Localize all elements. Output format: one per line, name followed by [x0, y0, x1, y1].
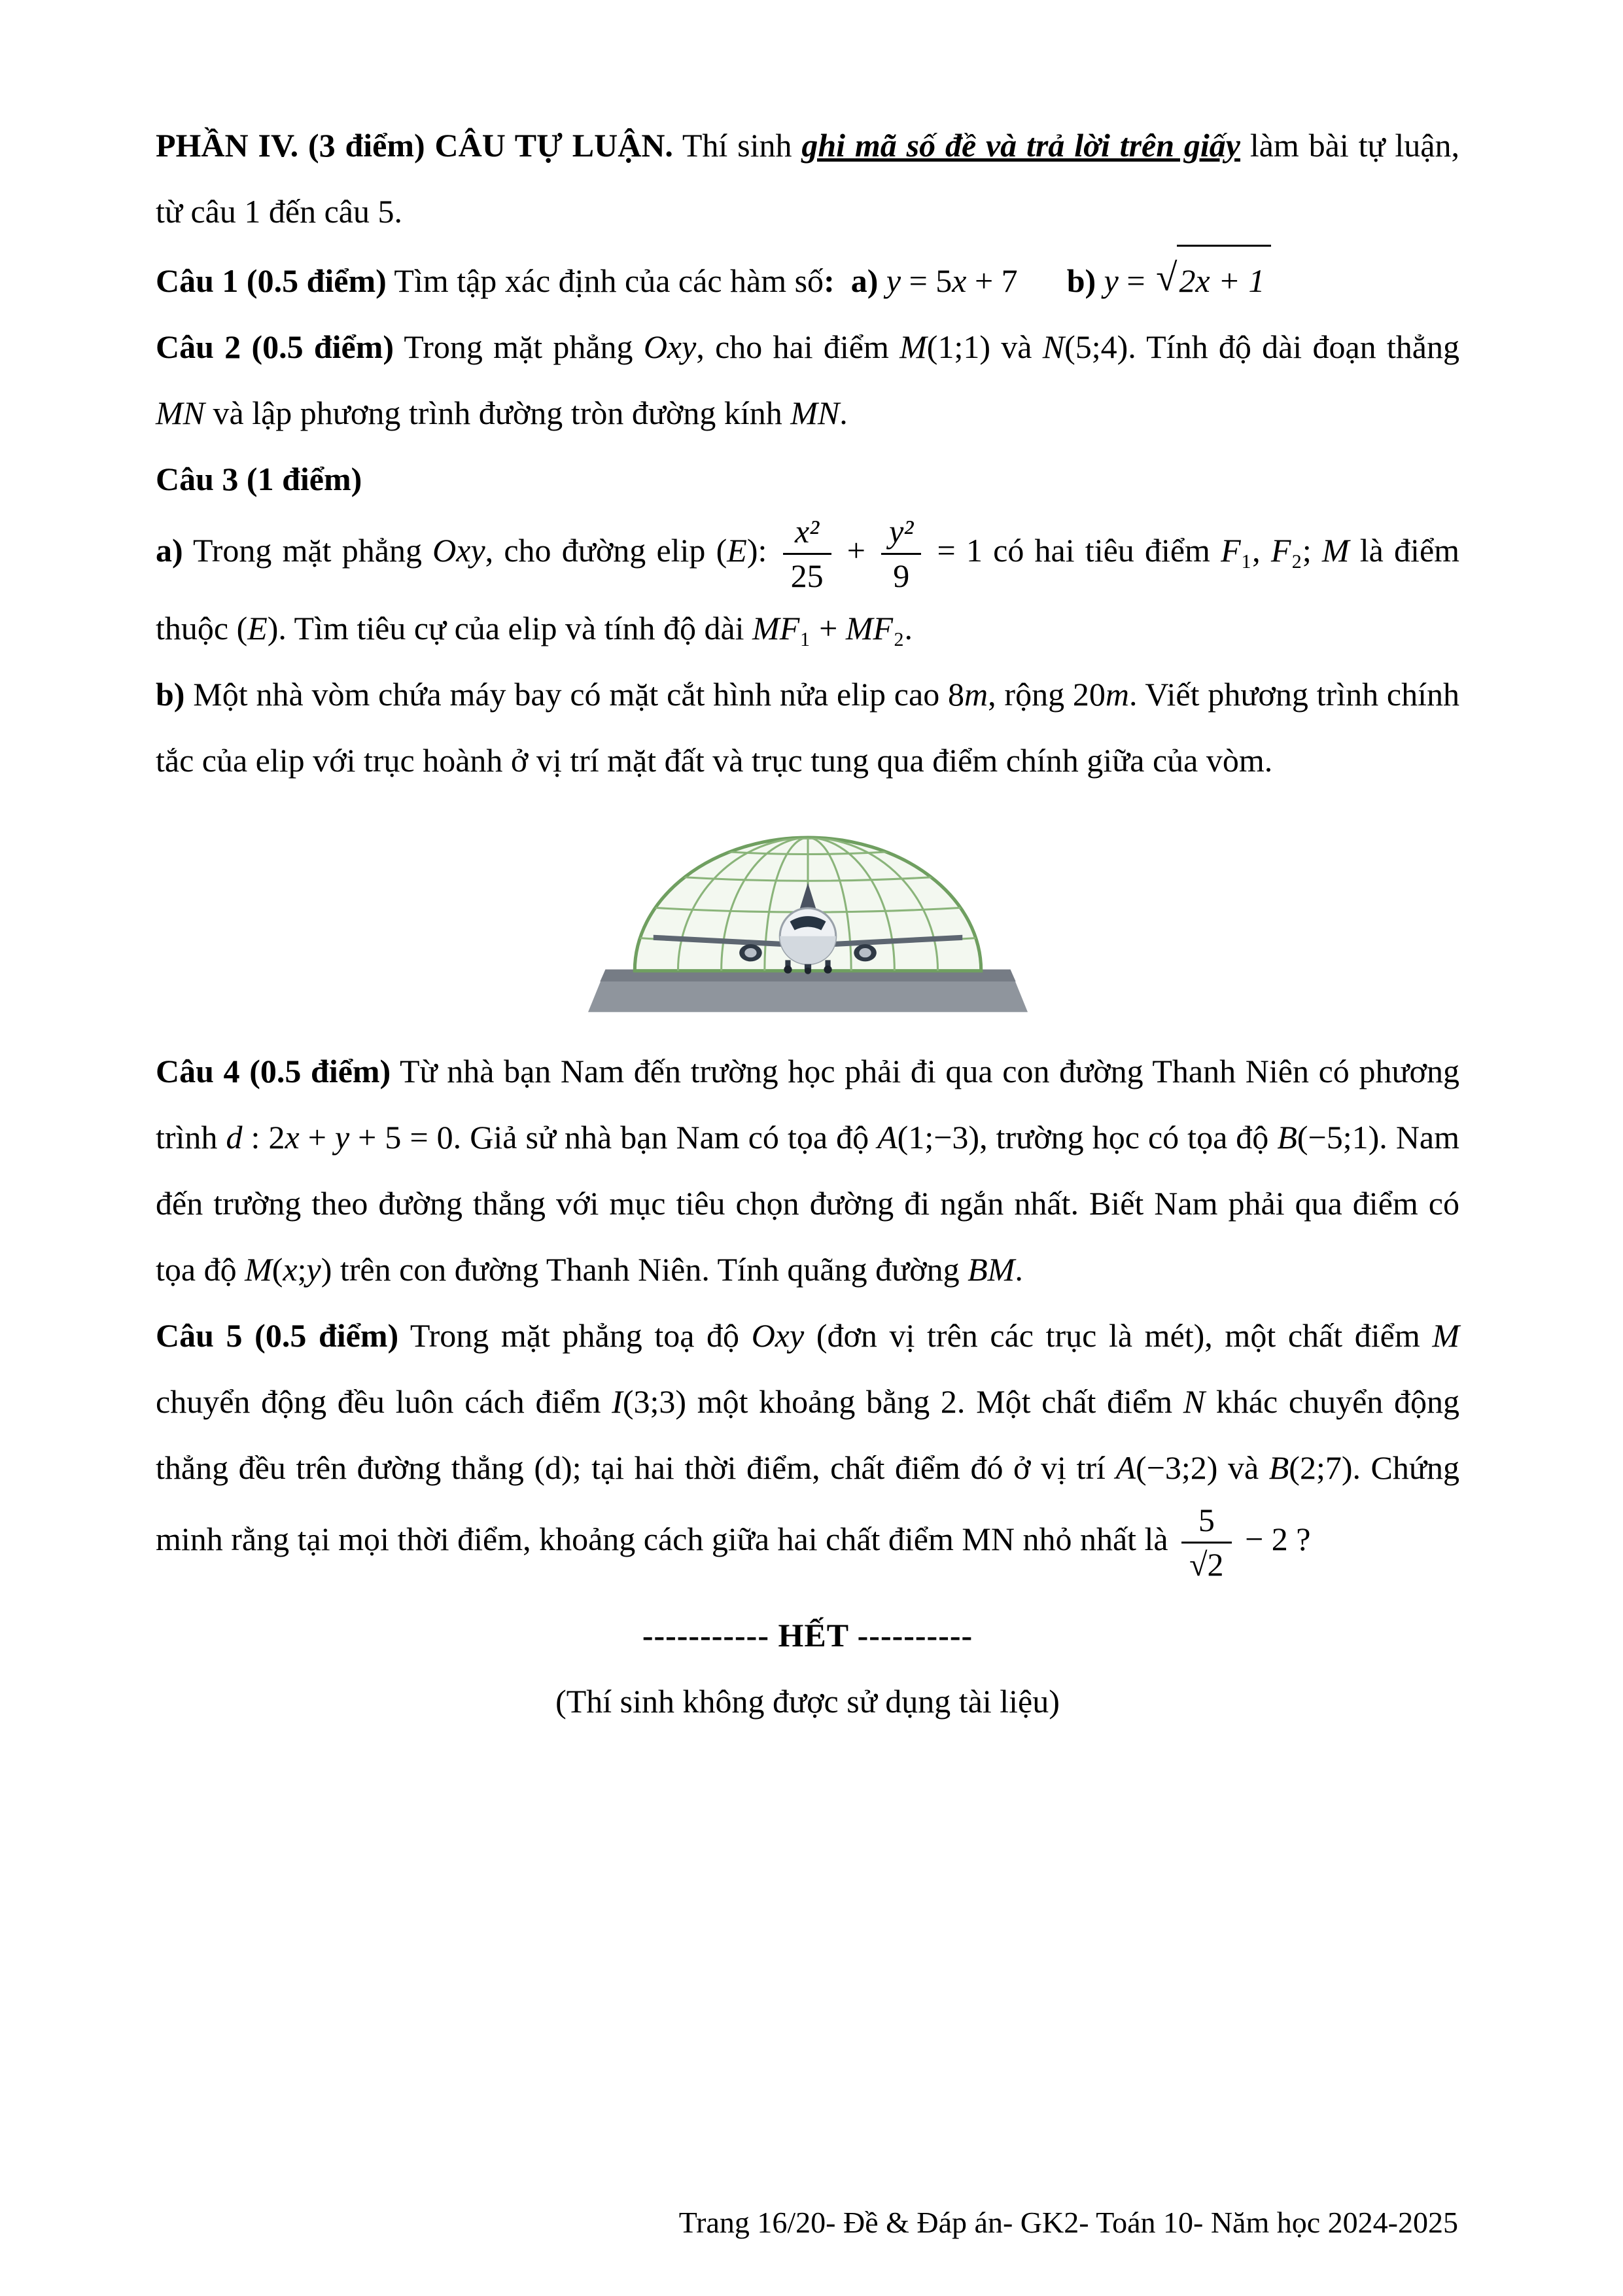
- text-segment: ₁,: [1240, 531, 1271, 569]
- text-segment: : 2: [242, 1119, 285, 1156]
- text-segment: ghi mã số đề và trả lời trên giấy: [801, 127, 1240, 164]
- text-segment: b): [1066, 262, 1096, 299]
- text-segment: ₁ +: [799, 610, 846, 646]
- question-4: [156, 1038, 1468, 1303]
- text-segment: = 1 có hai tiêu điểm: [926, 531, 1221, 569]
- text-segment: a): [850, 262, 879, 299]
- text-segment: E: [727, 531, 747, 569]
- page-footer: Trang 16/20- Đề & Đáp án- GK2- Toán 10- Năm học 2024-2025: [678, 2206, 1458, 2239]
- text-segment: (1;−3), trường học có tọa độ: [897, 1119, 1278, 1156]
- text-segment: Câu 1 (0.5 điểm): [156, 262, 387, 299]
- text-segment: d: [226, 1119, 243, 1156]
- text-segment: N: [1183, 1383, 1206, 1420]
- text-segment: (−3;2) và: [1136, 1449, 1269, 1486]
- question-2: [156, 314, 1468, 446]
- text-segment: y: [334, 1119, 350, 1156]
- text-segment: x: [952, 262, 967, 299]
- text-segment: − 2 ?: [1236, 1520, 1311, 1557]
- text-segment: Tìm tập xác định của các hàm số: [386, 262, 824, 299]
- text-segment: A: [877, 1119, 898, 1156]
- text-segment: , rộng 20: [988, 676, 1106, 713]
- question-1: [156, 245, 1459, 314]
- question-3b: [156, 662, 1468, 794]
- section-heading: [156, 113, 1468, 245]
- text-segment: F: [1221, 531, 1241, 569]
- text-segment: ₂.: [893, 610, 913, 646]
- text-segment: [835, 262, 851, 299]
- text-segment: x: [283, 1251, 298, 1288]
- text-segment: F: [1270, 531, 1291, 569]
- end-marker: [156, 1602, 1459, 1669]
- text-segment: A: [1115, 1449, 1136, 1486]
- text-segment: I: [612, 1383, 623, 1420]
- text-segment: x: [285, 1119, 300, 1156]
- closing-note: [156, 1669, 1459, 1735]
- text-segment: (đơn vị trên các trục là mét), một chất điểm: [804, 1317, 1433, 1354]
- text-segment: ;: [297, 1251, 307, 1288]
- text-segment: N: [1042, 328, 1065, 365]
- text-segment: ₂;: [1291, 531, 1322, 569]
- text-segment: B: [1277, 1119, 1297, 1156]
- math-fraction: $\frac{\text{x²}}{25}$: [783, 512, 831, 595]
- text-segment: +: [299, 1119, 335, 1156]
- text-segment: BM: [968, 1251, 1015, 1288]
- text-segment: (2;7). Chứng minh rằng tại mọi thời điểm, khoảng cách giữa hai chất điểm MN nhỏ nhất là: [156, 1449, 1468, 1557]
- text-segment: Câu 2 (0.5 điểm): [156, 328, 394, 365]
- text-segment: :: [824, 262, 835, 299]
- math-fraction: $\frac{\text{y²}}{9}$: [881, 512, 921, 595]
- text-segment: [878, 262, 886, 299]
- text-segment: M: [245, 1251, 272, 1288]
- text-segment: m: [964, 676, 988, 713]
- text-segment: + 5 = 0. Giả sử nhà bạn Nam có tọa độ: [349, 1119, 878, 1156]
- text-segment: . Viết phương trình chính tắc của elip với trục hoành ở vị trí mặt đất và trục tung qua điểm chính giữa của vòm.: [156, 676, 1468, 779]
- text-segment: làm bài tự luận, từ câu 1 đến câu 5.: [156, 127, 1468, 230]
- text-segment: Một nhà vòm chứa máy bay có mặt cắt hình nửa elip cao 8: [184, 676, 965, 713]
- text-segment: y: [1104, 262, 1119, 299]
- text-segment: Oxy: [643, 328, 697, 365]
- text-segment: y: [306, 1251, 321, 1288]
- text-segment: m: [1105, 676, 1130, 713]
- text-segment: ):: [746, 531, 778, 569]
- hangar-image: [588, 805, 1028, 1014]
- text-segment: MF: [845, 610, 894, 646]
- question-3a: [156, 512, 1468, 662]
- text-segment: [1096, 262, 1104, 299]
- text-segment: Trong mặt phẳng: [183, 531, 433, 569]
- text-segment: , cho đường elip (: [485, 531, 727, 569]
- text-segment: Oxy: [751, 1317, 805, 1354]
- text-segment: (: [271, 1251, 283, 1288]
- text-segment: ----------- HẾT ----------: [642, 1617, 973, 1653]
- text-segment: (3;3) một khoảng bằng 2. Một chất điểm: [622, 1383, 1183, 1420]
- text-segment: MF: [752, 610, 800, 646]
- math-fraction: $\frac{5}{√2}$: [1181, 1501, 1231, 1584]
- text-segment: ). Tìm tiêu cự của elip và tính độ dài: [267, 610, 753, 646]
- text-segment: MN: [790, 395, 840, 431]
- text-segment: .: [1015, 1251, 1023, 1288]
- question-3-title: [156, 446, 1459, 512]
- text-segment: Từ nhà bạn Nam đến trường học phải đi qua con đường Thanh Niên có phương trình: [156, 1053, 1468, 1156]
- text-segment: .: [839, 395, 848, 431]
- text-segment: MN: [156, 395, 205, 431]
- text-segment: y: [886, 262, 901, 299]
- text-segment: là điểm thuộc (: [156, 531, 1468, 646]
- text-segment: b): [156, 676, 185, 713]
- text-segment: +: [836, 531, 877, 569]
- math-sqrt: √2x + 1: [1156, 245, 1271, 314]
- text-segment: M: [899, 328, 927, 365]
- text-segment: Câu 4 (0.5 điểm): [156, 1053, 391, 1089]
- text-segment: = 5: [901, 262, 952, 299]
- text-segment: M: [1321, 531, 1350, 569]
- text-segment: , cho hai điểm: [696, 328, 900, 365]
- text-segment: khác chuyển động thẳng đều trên đường thẳng (d); tại hai thời điểm, chất điểm đó ở vị trí: [156, 1383, 1468, 1486]
- text-segment: + 7: [966, 262, 1018, 299]
- hangar-figure: [156, 805, 1459, 1021]
- text-segment: [1018, 262, 1067, 299]
- text-segment: (−5;1). Nam đến trường theo đường thẳng với mục tiêu chọn đường đi ngắn nhất. Biết Nam phải qua điểm có tọa độ: [156, 1119, 1468, 1288]
- text-segment: a): [156, 531, 183, 569]
- text-segment: E: [247, 610, 268, 646]
- text-segment: PHẦN IV. (3 điểm) CÂU TỰ LUẬN.: [156, 127, 673, 164]
- text-segment: Thí sinh: [672, 127, 802, 164]
- text-segment: M: [1432, 1317, 1459, 1354]
- text-segment: Trong mặt phẳng toạ độ: [398, 1317, 752, 1354]
- text-segment: ) trên con đường Thanh Niên. Tính quãng đường: [321, 1251, 968, 1288]
- text-segment: (5;4). Tính độ dài đoạn thẳng: [1064, 328, 1468, 365]
- text-segment: Trong mặt phẳng: [394, 328, 644, 365]
- text-segment: B: [1268, 1449, 1289, 1486]
- text-segment: chuyển động đều luôn cách điểm: [156, 1317, 1468, 1420]
- text-segment: =: [1118, 262, 1154, 299]
- text-segment: Câu 3 (1 điểm): [156, 461, 362, 497]
- text-segment: và lập phương trình đường tròn đường kính: [205, 395, 791, 431]
- text-segment: Câu 5 (0.5 điểm): [156, 1317, 399, 1354]
- question-5: [156, 1303, 1468, 1584]
- text-segment: Oxy: [432, 531, 485, 569]
- text-segment: (Thí sinh không được sử dụng tài liệu): [555, 1683, 1060, 1720]
- text-segment: (1;1) và: [926, 328, 1043, 365]
